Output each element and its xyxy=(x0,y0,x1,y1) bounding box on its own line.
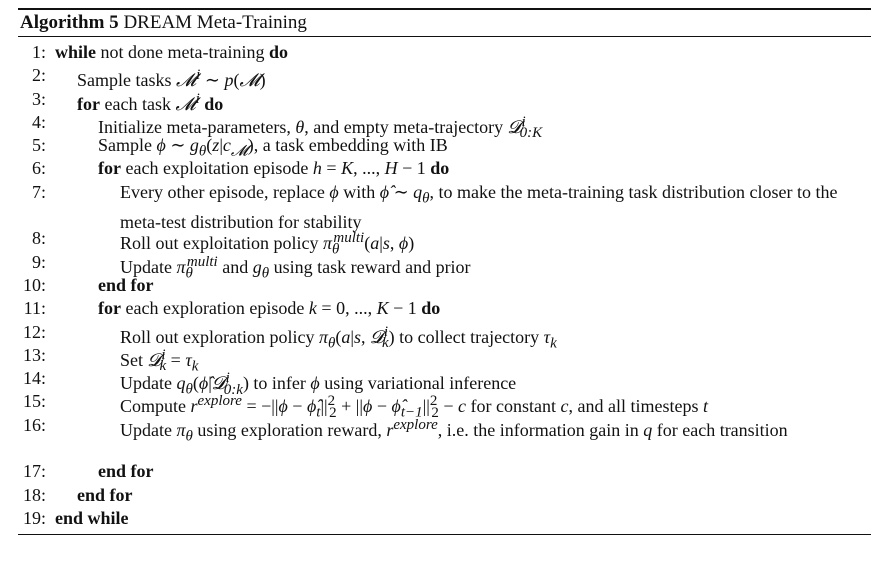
line-text: for each task 𝓜$^i$ do xyxy=(77,90,224,114)
line-number: 17: xyxy=(22,461,46,482)
line-text: for each exploitation episode h = K, ..., H − 1 do xyxy=(98,158,450,179)
line-number: 1: xyxy=(31,42,46,62)
line-text: Sample tasks 𝓜$^i$ ∼ p(𝓜) xyxy=(77,67,266,91)
line-text: end for xyxy=(98,274,154,295)
algorithm-line xyxy=(18,134,871,160)
algorithm-line xyxy=(18,344,871,375)
algorithm-block xyxy=(18,8,871,535)
line-text: Update $\pi_\theta$ using exploration reward, $r^{explore}$, i.e. the information gain in q for each transition xyxy=(120,416,788,445)
line-number: 14: xyxy=(22,368,46,389)
algorithm-lines xyxy=(18,37,871,530)
line-number: 16: xyxy=(22,414,46,435)
algorithm-line xyxy=(18,227,871,258)
algorithm-line xyxy=(18,274,871,297)
algorithm-title: DREAM Meta-Training xyxy=(123,12,307,33)
algorithm-line xyxy=(18,367,871,398)
line-text: for each exploration episode k = 0, ..., K − 1 do xyxy=(98,298,441,319)
line-number: 3: xyxy=(31,88,46,109)
line-text: end while xyxy=(55,507,129,528)
algorithm-line xyxy=(18,88,871,114)
line-text: while not done meta-training do xyxy=(55,42,288,62)
line-number: 5: xyxy=(31,135,46,156)
line-text: Roll out exploitation policy $\pi_\theta^{multi}(a|s$, ϕ) xyxy=(120,230,415,258)
line-text: Roll out exploration policy $\pi_\theta(a|s$, 𝓓$^i_k$) to collect trajectory $\tau_k$ xyxy=(120,323,557,352)
algorithm-line xyxy=(18,390,871,422)
line-text: Sample ϕ ∼ $g_\theta(z|c_𝓜)$, a task embedding with IB xyxy=(98,135,448,160)
line-number: 4: xyxy=(31,111,46,132)
algorithm-line xyxy=(18,460,871,483)
line-number: 18: xyxy=(22,484,46,505)
algorithm-line xyxy=(18,414,871,461)
line-text: end for xyxy=(98,461,154,482)
algorithm-line xyxy=(18,507,871,530)
line-number: 2: xyxy=(31,65,46,86)
line-text: Compute $r^{explore} = -||\phi$ − $\phî_t||^2_2 + ||\phi$ − $\phî_{t-1}||^2_2 - c$ for constant c, and all timesteps t xyxy=(120,393,708,422)
algorithm-line xyxy=(18,251,871,282)
line-number: 13: xyxy=(22,344,46,365)
line-number: 11: xyxy=(23,298,46,319)
algorithm-line xyxy=(18,321,871,352)
line-text: Initialize meta-parameters, θ, and empty meta-trajectory 𝓓$^i_{0:K}$ xyxy=(98,113,543,142)
line-number: 15: xyxy=(22,391,46,412)
algorithm-line xyxy=(18,157,871,180)
line-number: 6: xyxy=(31,158,46,179)
algorithm-line xyxy=(18,111,871,142)
algorithm-line xyxy=(18,181,871,232)
line-number: 10: xyxy=(22,274,46,295)
algorithm-line xyxy=(18,297,871,320)
line-text: Update $q_\theta(\phî|𝓓^i_{0:k})$ to infer ϕ using variational inference xyxy=(120,370,517,398)
line-number: 19: xyxy=(22,507,46,528)
algorithm-label: Algorithm 5 xyxy=(20,12,119,33)
algorithm-caption xyxy=(18,10,871,36)
algorithm-line xyxy=(18,64,871,91)
line-number: 12: xyxy=(22,321,46,342)
line-number: 9: xyxy=(31,251,46,272)
line-text: Set 𝓓$^i_k$ = $\tau_k$ xyxy=(120,346,199,375)
line-text: end for xyxy=(77,484,133,505)
algorithm-line xyxy=(18,484,871,507)
line-number: 7: xyxy=(31,181,46,202)
bottom-rule xyxy=(18,534,871,535)
line-number: 8: xyxy=(31,228,46,249)
line-text: Every other episode, replace ϕ with ϕ̂ ∼ $q_\theta$, to make the meta-training task distribution closer to the meta-test distribution for stability xyxy=(120,181,838,232)
line-text: Update $\pi_\theta^{multi}$ and $g_\theta$ using task reward and prior xyxy=(120,253,471,282)
algorithm-line xyxy=(18,41,871,64)
